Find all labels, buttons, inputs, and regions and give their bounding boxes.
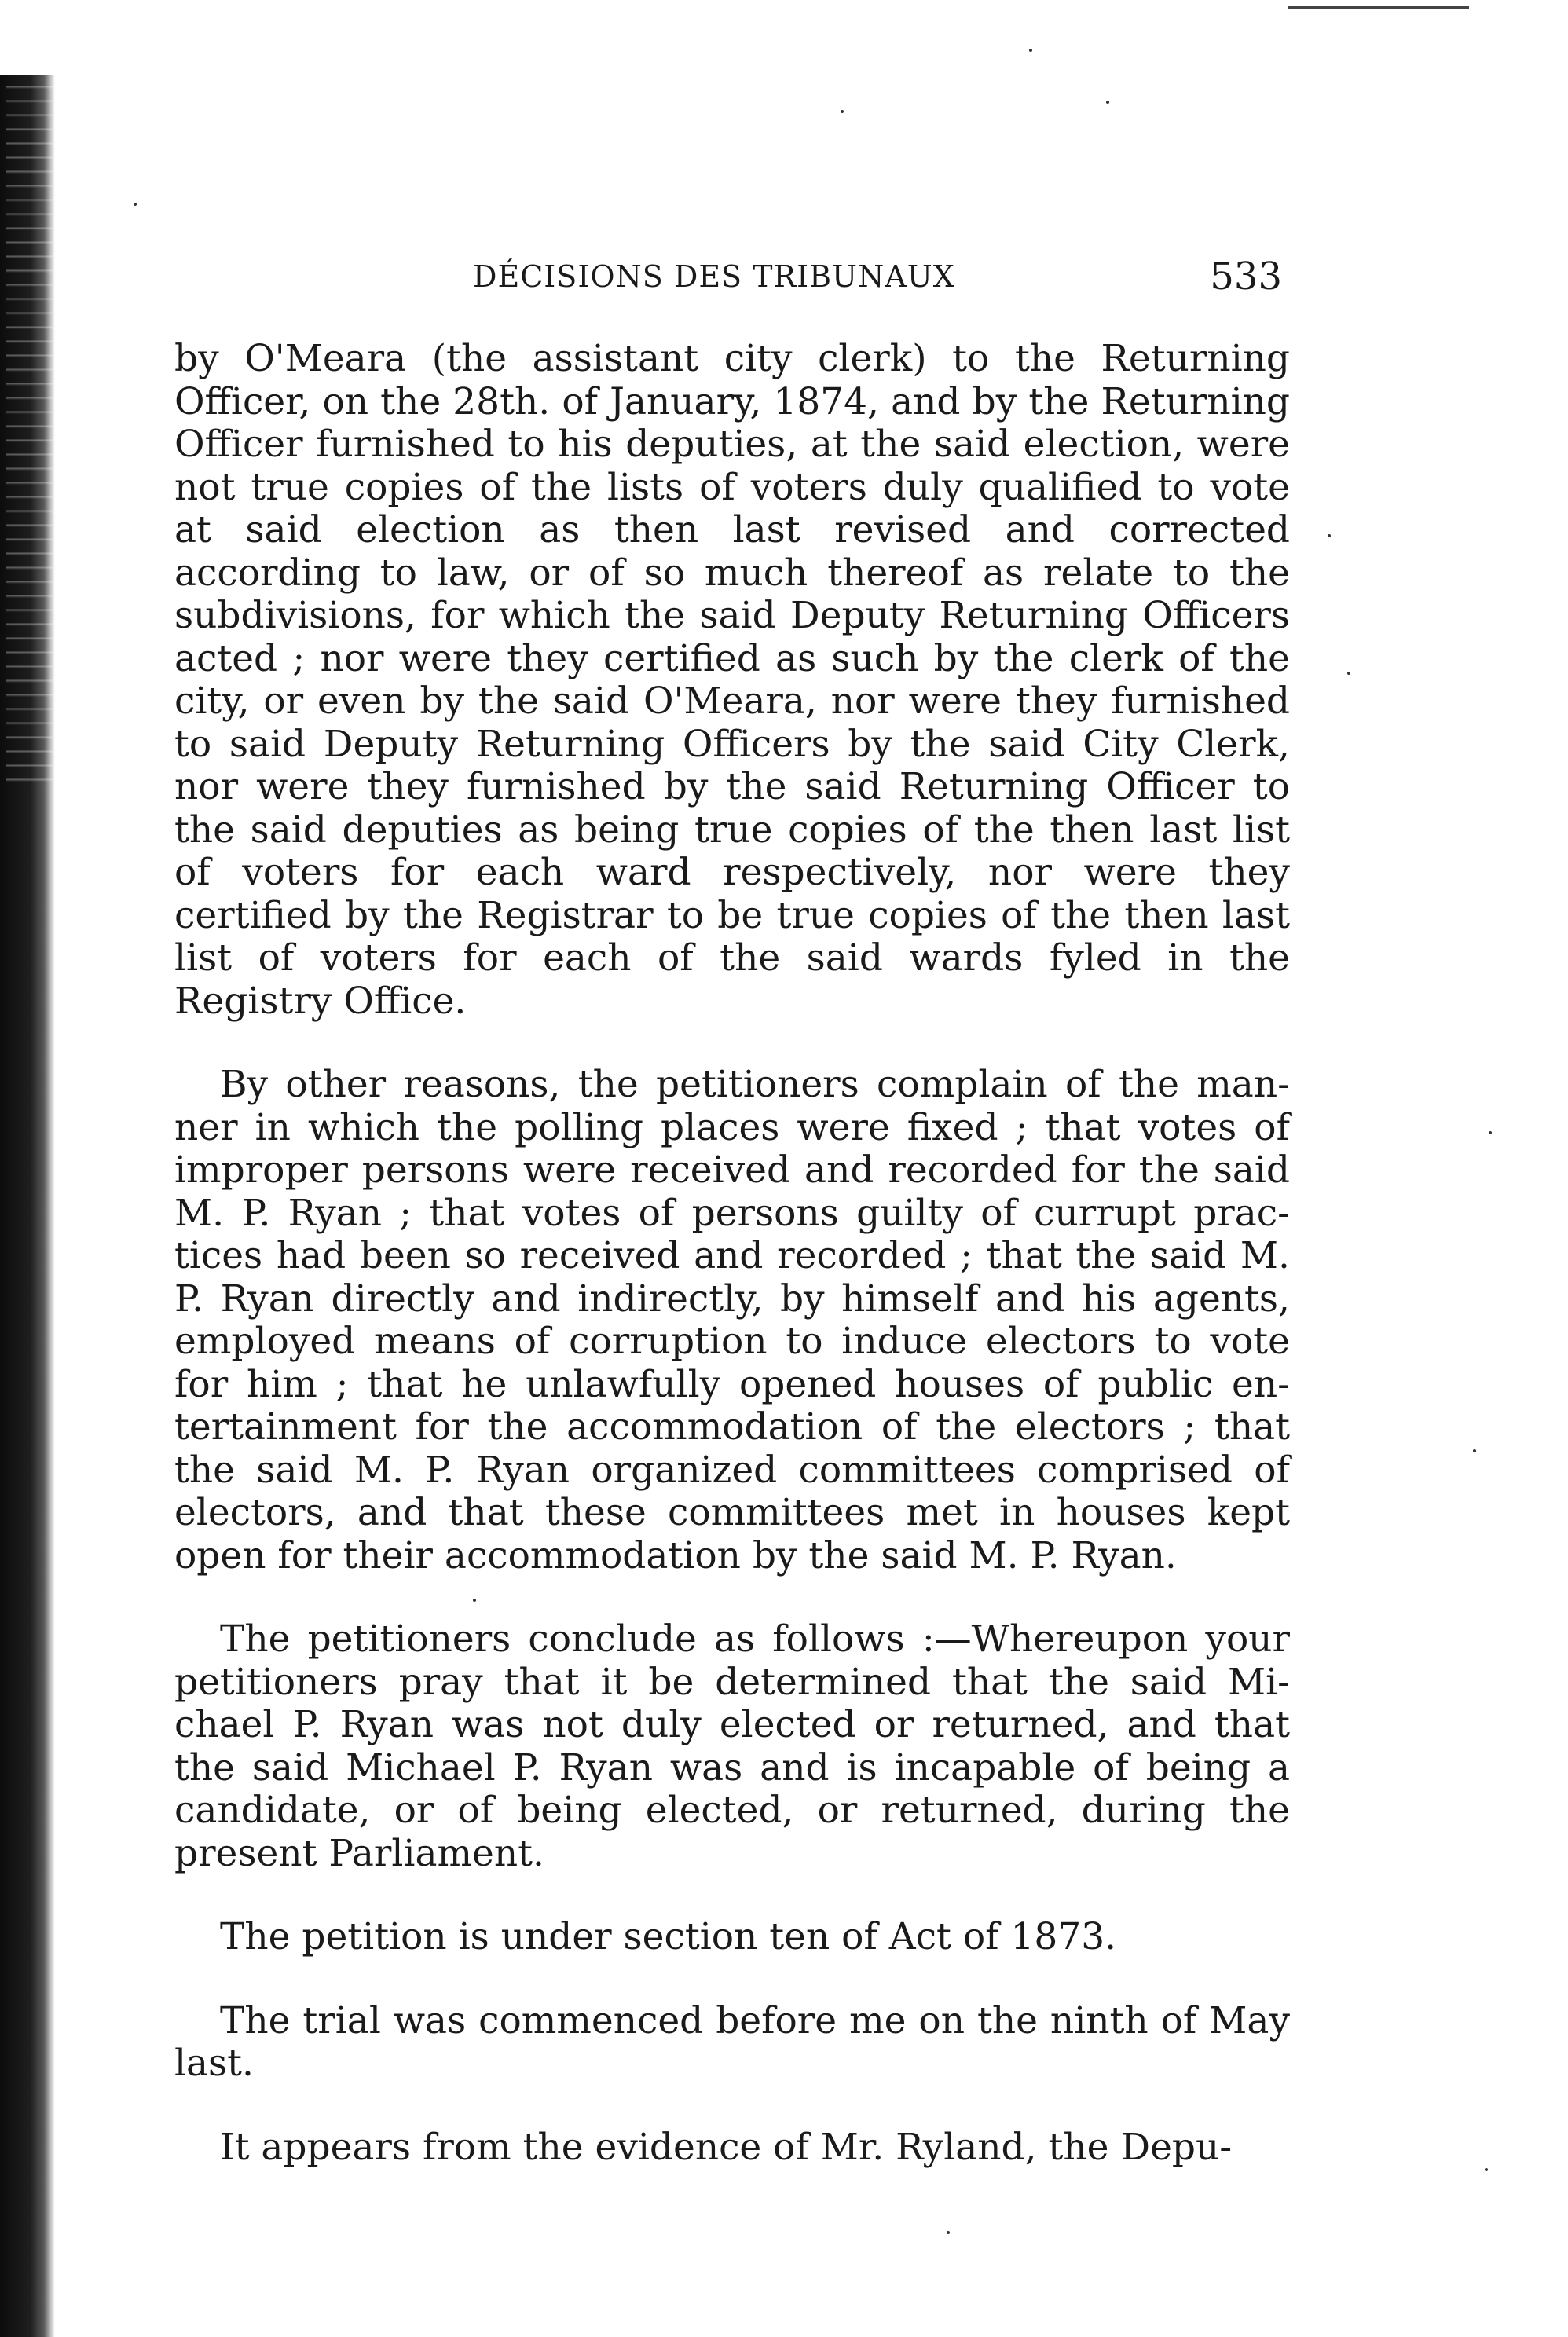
scan-speck — [1473, 1449, 1476, 1452]
scan-speck — [1328, 534, 1331, 537]
running-head: DÉCISIONS DES TRIBUNAUX — [473, 259, 955, 294]
paragraph: By other reasons, the petitioners complain of the manner in which the polling places were fixed ; that votes of improper persons were received and recorded for the said M. P. Ryan ; that votes of persons guilty of currupt practices had been so received and recorded ; that the said M. P. Ryan directly and indirectly, by himself and his agents, employed means of corruption to induce electors to vote for him ; that he unlawfully opened houses of public entertainment for the accommodation of the electors ; that the said M. P. Ryan organized committees comprised of electors, and that these committees met in houses kept open for their accommodation by the said M. P. Ryan. — [174, 1063, 1290, 1577]
scan-speck — [1485, 2168, 1488, 2171]
scan-speck — [1029, 49, 1032, 52]
paragraph: by O'Meara (the assistant city clerk) to the Returning Officer, on the 28th. of January, 1874, and by the Returning Officer furnished to his deputies, at the said election, were not true copies of the lists of voters duly qualified to vote at said election as then last revised and corrected according to law, or of so much thereof as relate to the subdivisions, for which the said Deputy Returning Officers acted ; nor were they certified as such by the clerk of the city, or even by the said O'Meara, nor were they furnished to said Deputy Returning Officers by the said City Clerk, nor were they furnished by the said Returning Officer to the said deputies as being true copies of the then last list of voters for each ward respectively, nor were they certified by the Registrar to be true copies of the then last list of voters for each of the said wards fyled in the Registry Office. — [174, 337, 1290, 1023]
scan-artifact-rule — [1288, 6, 1469, 9]
binding-texture — [6, 75, 53, 782]
body-text — [174, 338, 1290, 2210]
scan-speck — [1347, 672, 1350, 675]
scan-speck — [1106, 101, 1109, 104]
page-header — [174, 255, 1306, 306]
scan-speck — [134, 203, 137, 206]
paragraph: The petition is under section ten of Act of 1873. — [220, 1915, 1117, 1958]
scan-speck — [841, 110, 844, 113]
scan-speck — [1489, 1131, 1492, 1134]
paragraph: The trial was commenced before me on the ninth of May last. — [174, 1998, 1290, 2085]
paragraph: The petitioners conclude as follows :—Whereupon your petitioners pray that it be determined that the said Michael P. Ryan was not duly elected or returned, and that the said Michael P. Ryan was and is incapable of being a candidate, or of being elected, or returned, during the present Parliament. — [174, 1617, 1290, 1875]
page-number: 533 — [1210, 255, 1282, 299]
scan-speck — [947, 2231, 950, 2234]
paragraph: It appears from the evidence of Mr. Ryland, the Depu- — [220, 2125, 1233, 2169]
